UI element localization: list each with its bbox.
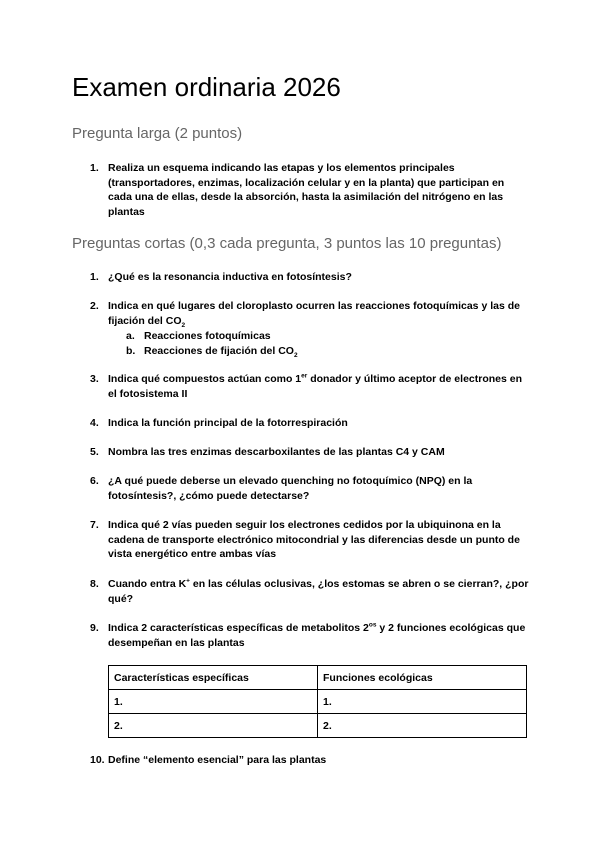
question-text: Define “elemento esencial” para las plantas — [108, 754, 327, 766]
question-text: Indica en qué lugares del cloroplasto ocurren las reacciones fotoquímicas y las de fijación del $CO_2$ — [108, 300, 520, 329]
question-text: Nombra las tres enzimas descarboxilantes de las plantas C4 y CAM — [108, 446, 445, 458]
question-number: 2. — [90, 300, 99, 312]
question-number: 1. — [90, 162, 99, 174]
short-question-2 — [90, 299, 530, 328]
table-cell: 2. — [109, 714, 318, 738]
question-2-item-a — [126, 329, 271, 344]
table-cell: 1. — [109, 690, 318, 714]
short-question-10 — [90, 753, 530, 768]
page-title: Examen ordinaria 2026 — [72, 72, 341, 102]
question-number: 1. — [90, 271, 99, 283]
table-row — [109, 690, 527, 714]
short-question-4 — [90, 416, 530, 431]
item-text: Reacciones de fijación del CO — [144, 345, 294, 357]
short-question-9 — [90, 621, 530, 650]
question-number: 10. — [90, 754, 105, 766]
long-question — [90, 161, 530, 219]
table-header-row — [109, 666, 527, 690]
answer-table — [108, 665, 527, 738]
table-header-cell: Funciones ecológicas — [318, 666, 527, 690]
question-number: 4. — [90, 417, 99, 429]
question-text: Realiza un esquema indicando las etapas y los elementos principales (transportadores, enzimas, localización celular y en la planta) que participan en cada una de ellas, desde la absorción, hasta la asimilación del nitrógeno en las plantas — [108, 162, 505, 218]
short-questions-heading: Preguntas cortas (0,3 cada pregunta, 3 puntos las 10 preguntas) — [72, 235, 502, 252]
short-question-6 — [90, 474, 530, 503]
question-text: Indica qué 2 vías pueden seguir los electrones cedidos por la ubiquinona en la cadena de transporte electrónico mitocondrial y las diferencias desde un punto de vista energético entre ambas vías — [108, 519, 520, 560]
question-text: Indica la función principal de la fotorrespiración — [108, 417, 348, 429]
question-text: Indica 2 características específicas de metabolitos $2^{os}$ y 2 funciones ecológicas que desempeñan en las plantas — [108, 621, 526, 649]
question-number: 8. — [90, 578, 99, 590]
question-number: 6. — [90, 475, 99, 487]
question-text: Indica qué compuestos actúan como 1er donador y último aceptor de electrones en el fotosistema II — [108, 372, 523, 400]
table-cell: 2. — [318, 714, 527, 738]
short-question-3 — [90, 372, 530, 401]
question-number: 9. — [90, 622, 99, 634]
table-row — [109, 714, 527, 738]
item-letter: b. — [126, 345, 136, 357]
short-question-7 — [90, 518, 530, 562]
question-text: ¿Qué es la resonancia inductiva en fotosíntesis? — [108, 271, 352, 283]
question-number: 5. — [90, 446, 99, 458]
item-text: Reacciones fotoquímicas — [144, 330, 271, 342]
short-question-1 — [90, 270, 530, 285]
item-letter: a. — [126, 330, 135, 342]
question-text: ¿A qué puede deberse un elevado quenching no fotoquímico (NPQ) en la fotosíntesis?, ¿cómo puede detectarse? — [108, 475, 473, 502]
long-question-heading: Pregunta larga (2 puntos) — [72, 125, 243, 142]
question-2-item-b: b. Reacciones de fijación del $CO_2$ — [126, 345, 298, 360]
question-number: 3. — [90, 373, 99, 385]
question-number: 7. — [90, 519, 99, 531]
table-header-cell: Características específicas — [109, 666, 318, 690]
table-cell: 1. — [318, 690, 527, 714]
short-question-5 — [90, 445, 530, 460]
question-text: Cuando entra K+ en las células oclusivas, ¿los estomas se abren o se cierran?, ¿por qué? — [108, 577, 529, 605]
short-question-8 — [90, 577, 530, 606]
